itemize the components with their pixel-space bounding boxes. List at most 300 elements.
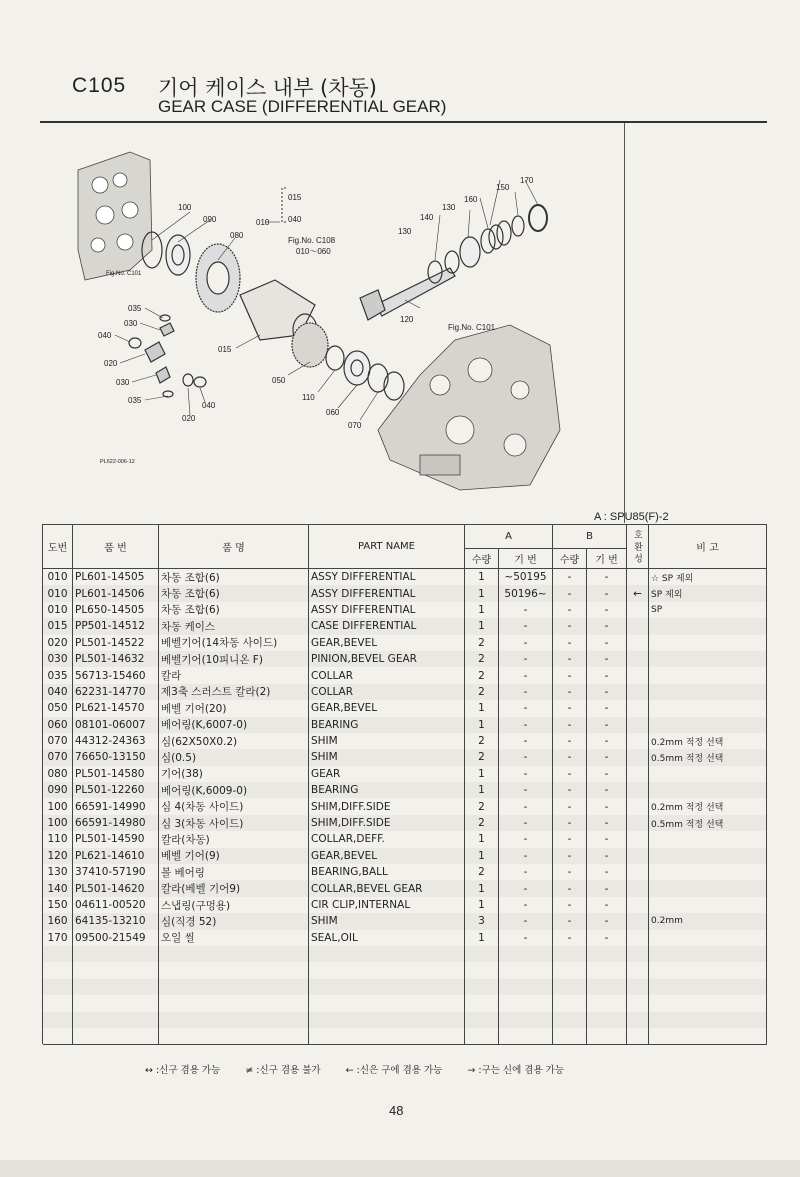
cell-bq: - <box>553 667 587 683</box>
cell-serial: ~50195 <box>499 569 553 586</box>
shim-070a-drawing <box>368 364 388 392</box>
cell-qty: 1 <box>465 848 499 864</box>
cell-en: PINION,BEVEL GEAR <box>309 651 465 667</box>
page-number: 48 <box>389 1103 404 1118</box>
table-row <box>43 880 767 896</box>
cell-en: GEAR,BEVEL <box>309 635 465 651</box>
table-row <box>43 749 767 765</box>
table-row <box>43 684 767 700</box>
cell-bs: - <box>587 782 627 798</box>
cell-en: SHIM <box>309 749 465 765</box>
cell-serial: - <box>499 897 553 913</box>
cell-en: GEAR,BEVEL <box>309 700 465 716</box>
cell-ko: 심(62X50X0.2) <box>159 733 309 749</box>
cell-ref: 010 <box>43 602 73 618</box>
cell-part: 66591-14980 <box>73 815 159 831</box>
cell-part: PL501-12260 <box>73 782 159 798</box>
cell-ko: 베벨 기어(20) <box>159 700 309 716</box>
cell-ref: 010 <box>43 585 73 601</box>
cell-serial: - <box>499 667 553 683</box>
cell-qty: 2 <box>465 815 499 831</box>
cell-ko: 베어링(K,6009-0) <box>159 782 309 798</box>
cell-ref: 030 <box>43 651 73 667</box>
cell-ref: 040 <box>43 684 73 700</box>
cell-ko: 제3축 스러스트 칼라(2) <box>159 684 309 700</box>
cell-ref: 100 <box>43 815 73 831</box>
cell-compat <box>627 700 649 716</box>
cell-remarks <box>649 700 767 716</box>
cell-qty: 2 <box>465 749 499 765</box>
cell-serial: - <box>499 848 553 864</box>
col-header-group-b: B <box>553 525 627 549</box>
cell-part: 37410-57190 <box>73 864 159 880</box>
col-header-name-en: PART NAME <box>309 525 465 569</box>
cell-compat <box>627 733 649 749</box>
exploded-parts-diagram <box>60 130 620 510</box>
cell-part: PL501-14620 <box>73 880 159 896</box>
table-row <box>43 585 767 601</box>
cell-serial: - <box>499 700 553 716</box>
cell-bq: - <box>553 880 587 896</box>
cell-ref: 020 <box>43 635 73 651</box>
cell-compat <box>627 667 649 683</box>
page-title-korean: 기어 케이스 내부 (차동) <box>158 76 377 100</box>
collar-035-drawing <box>160 315 170 321</box>
cell-qty: 1 <box>465 782 499 798</box>
cell-bq: - <box>553 635 587 651</box>
cell-bs: - <box>587 831 627 847</box>
cell-serial: - <box>499 815 553 831</box>
pinion-120-drawing <box>375 268 455 316</box>
cell-part: PL621-14570 <box>73 700 159 716</box>
cell-en: BEARING <box>309 782 465 798</box>
cell-bs: - <box>587 602 627 618</box>
cell-bs: - <box>587 585 627 601</box>
cell-en: SHIM,DIFF.SIDE <box>309 815 465 831</box>
cell-compat <box>627 749 649 765</box>
cell-bs: - <box>587 651 627 667</box>
label-020-left: 020 <box>104 359 118 368</box>
cell-serial: - <box>499 831 553 847</box>
cell-ko: 볼 베어링 <box>159 864 309 880</box>
collar-140-drawing <box>445 251 459 273</box>
cell-part: 64135-13210 <box>73 913 159 929</box>
cell-qty: 3 <box>465 913 499 929</box>
cell-compat <box>627 766 649 782</box>
cell-serial: - <box>499 635 553 651</box>
label-fig-c101-left: Fig.No. C101 <box>106 271 142 277</box>
cell-qty: 1 <box>465 602 499 618</box>
table-row <box>43 766 767 782</box>
cell-remarks <box>649 848 767 864</box>
cell-compat <box>627 651 649 667</box>
table-row-empty <box>43 1028 767 1044</box>
cell-bs: - <box>587 897 627 913</box>
label-040-bottom: 040 <box>202 401 216 410</box>
cell-en: SHIM,DIFF.SIDE <box>309 798 465 814</box>
cell-part: 62231-14770 <box>73 684 159 700</box>
cell-qty: 2 <box>465 651 499 667</box>
cell-part: 08101-06007 <box>73 717 159 733</box>
cell-en: CIR CLIP,INTERNAL <box>309 897 465 913</box>
cell-ref: 035 <box>43 667 73 683</box>
cell-bs: - <box>587 684 627 700</box>
collar-110-drawing <box>326 346 344 370</box>
cell-bs: - <box>587 635 627 651</box>
col-header-b-qty: 수량 <box>553 549 587 569</box>
cell-remarks <box>649 766 767 782</box>
legend-item-old-to-new: → :구는 신에 겸용 가능 <box>467 1065 564 1076</box>
label-060: 060 <box>326 408 340 417</box>
table-row <box>43 897 767 913</box>
label-100: 100 <box>178 203 192 212</box>
cell-ko: 칼라 <box>159 667 309 683</box>
cell-part: PL501-14590 <box>73 831 159 847</box>
cell-ko: 베벨 기어(9) <box>159 848 309 864</box>
cell-compat <box>627 635 649 651</box>
table-bottom-rule <box>43 1044 767 1045</box>
cell-ref: 060 <box>43 717 73 733</box>
cell-ref: 015 <box>43 618 73 634</box>
label-050: 050 <box>272 376 286 385</box>
cell-en: COLLAR,DEFF. <box>309 831 465 847</box>
cell-bs: - <box>587 815 627 831</box>
col-header-a-qty: 수량 <box>465 549 499 569</box>
cell-ko: 칼라(베벨 기어9) <box>159 880 309 896</box>
legend-item-both: ↔ :신구 겸용 가능 <box>145 1065 221 1076</box>
cell-ref: 100 <box>43 798 73 814</box>
cell-bq: - <box>553 930 587 946</box>
cell-bq: - <box>553 913 587 929</box>
table-row <box>43 733 767 749</box>
label-130b: 130 <box>398 227 412 236</box>
cell-bs: - <box>587 569 627 586</box>
cell-ref: 070 <box>43 733 73 749</box>
label-070: 070 <box>348 421 362 430</box>
cell-qty: 1 <box>465 700 499 716</box>
cell-ref: 010 <box>43 569 73 586</box>
cell-remarks <box>649 635 767 651</box>
cell-remarks: 0.2mm 적정 선택 <box>649 733 767 749</box>
cell-bs: - <box>587 733 627 749</box>
cell-ko: 기어(38) <box>159 766 309 782</box>
label-fig-c108: Fig.No. C108 <box>288 236 336 245</box>
table-row <box>43 569 767 586</box>
cell-en: SEAL,OIL <box>309 930 465 946</box>
label-040-left: 040 <box>98 331 112 340</box>
table-row-empty <box>43 946 767 962</box>
cell-serial: - <box>499 798 553 814</box>
col-header-a-serial: 기 번 <box>499 549 553 569</box>
table-row <box>43 864 767 880</box>
cell-ko: 심 4(차동 사이드) <box>159 798 309 814</box>
cell-bs: - <box>587 667 627 683</box>
cell-serial: - <box>499 651 553 667</box>
cell-ko: 베벨기어(14차동 사이드) <box>159 635 309 651</box>
cell-bq: - <box>553 733 587 749</box>
cell-part: PL601-14505 <box>73 569 159 586</box>
cell-qty: 1 <box>465 717 499 733</box>
diagram-ref-code: PL622-006-12 <box>100 459 135 465</box>
cell-ref: 170 <box>43 930 73 946</box>
label-140: 140 <box>420 213 434 222</box>
cell-qty: 2 <box>465 684 499 700</box>
cell-qty: 2 <box>465 667 499 683</box>
bevel-gear-050-drawing <box>292 323 328 367</box>
cell-bq: - <box>553 651 587 667</box>
cell-remarks <box>649 717 767 733</box>
cell-bq: - <box>553 717 587 733</box>
diagram-divider <box>624 123 625 523</box>
cell-compat <box>627 897 649 913</box>
label-020-bottom: 020 <box>182 414 196 423</box>
table-row <box>43 651 767 667</box>
col-header-name-ko: 품 명 <box>159 525 309 569</box>
cell-serial: - <box>499 913 553 929</box>
cell-bs: - <box>587 798 627 814</box>
col-header-compat: 호 환 성 <box>627 525 649 569</box>
model-note: A : SPU85(F)-2 <box>594 511 669 523</box>
table-row <box>43 618 767 634</box>
cell-bq: - <box>553 864 587 880</box>
cell-bq: - <box>553 569 587 586</box>
table-row <box>43 913 767 929</box>
cell-part: 76650-13150 <box>73 749 159 765</box>
cell-bq: - <box>553 782 587 798</box>
cell-compat: ← <box>627 585 649 601</box>
bearing-130b-drawing <box>460 237 480 267</box>
cell-compat <box>627 913 649 929</box>
compat-legend <box>145 1062 586 1076</box>
label-040-ref: 040 <box>288 215 302 224</box>
cell-compat <box>627 864 649 880</box>
cell-serial: 50196~ <box>499 585 553 601</box>
shim-070b-drawing <box>384 372 404 400</box>
cell-en: SHIM <box>309 913 465 929</box>
cell-en: GEAR <box>309 766 465 782</box>
bearing-060-drawing <box>344 351 370 385</box>
cell-qty: 1 <box>465 897 499 913</box>
label-090: 090 <box>203 215 217 224</box>
table-row <box>43 667 767 683</box>
cell-bq: - <box>553 766 587 782</box>
cell-ref: 150 <box>43 897 73 913</box>
cell-ko: 차동 조합(6) <box>159 569 309 586</box>
cell-compat <box>627 569 649 586</box>
cell-remarks <box>649 782 767 798</box>
cell-serial: - <box>499 733 553 749</box>
cell-part: PL501-14580 <box>73 766 159 782</box>
cell-remarks <box>649 651 767 667</box>
cell-serial: - <box>499 930 553 946</box>
cell-part: PL650-14505 <box>73 602 159 618</box>
cell-ko: 스냅링(구멍용) <box>159 897 309 913</box>
cell-bs: - <box>587 913 627 929</box>
cell-en: SHIM <box>309 733 465 749</box>
label-030-top: 030 <box>124 319 138 328</box>
cell-remarks: 0.2mm 적정 선택 <box>649 798 767 814</box>
cell-compat <box>627 930 649 946</box>
cell-compat <box>627 618 649 634</box>
cell-remarks <box>649 864 767 880</box>
cell-bq: - <box>553 749 587 765</box>
cell-bs: - <box>587 864 627 880</box>
cell-part: 09500-21549 <box>73 930 159 946</box>
table-row <box>43 798 767 814</box>
col-header-ref: 도번 <box>43 525 73 569</box>
table-row <box>43 717 767 733</box>
cell-ko: 베벨기어(10피니온 F) <box>159 651 309 667</box>
cell-compat <box>627 798 649 814</box>
cell-remarks: 0.2mm <box>649 913 767 929</box>
cell-bs: - <box>587 749 627 765</box>
cell-qty: 1 <box>465 766 499 782</box>
cell-part: 66591-14990 <box>73 798 159 814</box>
parts-table <box>42 524 767 1045</box>
cell-qty: 1 <box>465 930 499 946</box>
cell-en: BEARING <box>309 717 465 733</box>
table-row-empty <box>43 979 767 995</box>
cell-remarks <box>649 831 767 847</box>
cell-ref: 160 <box>43 913 73 929</box>
table-row-empty <box>43 995 767 1011</box>
cell-ko: 차동 케이스 <box>159 618 309 634</box>
cell-ref: 140 <box>43 880 73 896</box>
left-housing-drawing <box>78 152 152 280</box>
label-010-060: 010～060 <box>296 247 331 256</box>
label-130a: 130 <box>442 203 456 212</box>
right-housing-drawing <box>378 325 560 490</box>
cell-serial: - <box>499 749 553 765</box>
col-header-group-a: A <box>465 525 553 549</box>
cell-qty: 1 <box>465 585 499 601</box>
cell-bs: - <box>587 848 627 864</box>
cell-compat <box>627 848 649 864</box>
col-header-part-no: 품 번 <box>73 525 159 569</box>
cell-serial: - <box>499 766 553 782</box>
table-row-empty <box>43 1012 767 1028</box>
cell-serial: - <box>499 684 553 700</box>
cell-remarks: 0.5mm 적정 선택 <box>649 749 767 765</box>
table-row <box>43 635 767 651</box>
cell-serial: - <box>499 880 553 896</box>
cell-compat <box>627 602 649 618</box>
cell-part: 04611-00520 <box>73 897 159 913</box>
cell-remarks <box>649 684 767 700</box>
cell-bs: - <box>587 880 627 896</box>
cell-bs: - <box>587 717 627 733</box>
cell-ko: 베어링(K,6007-0) <box>159 717 309 733</box>
label-030-bottom: 030 <box>116 378 130 387</box>
cell-ref: 070 <box>43 749 73 765</box>
cell-bs: - <box>587 766 627 782</box>
cell-en: GEAR,BEVEL <box>309 848 465 864</box>
cell-ref: 080 <box>43 766 73 782</box>
label-120: 120 <box>400 315 414 324</box>
label-150: 150 <box>496 183 510 192</box>
cell-ref: 110 <box>43 831 73 847</box>
cell-en: ASSY DIFFERENTIAL <box>309 602 465 618</box>
cell-remarks <box>649 880 767 896</box>
label-035-top: 035 <box>128 304 142 313</box>
cell-qty: 2 <box>465 733 499 749</box>
cell-en: BEARING,BALL <box>309 864 465 880</box>
label-170: 170 <box>520 176 534 185</box>
label-015: 015 <box>218 345 232 354</box>
cell-compat <box>627 684 649 700</box>
cell-ref: 120 <box>43 848 73 864</box>
cell-ko: 차동 조합(6) <box>159 602 309 618</box>
cell-remarks: 0.5mm 적정 선택 <box>649 815 767 831</box>
cell-ko: 칼라(차동) <box>159 831 309 847</box>
cell-remarks <box>649 930 767 946</box>
label-035-bottom: 035 <box>128 396 142 405</box>
cell-compat <box>627 717 649 733</box>
cell-remarks <box>649 897 767 913</box>
cell-serial: - <box>499 864 553 880</box>
legend-item-new-to-old: ← :신은 구에 겸용 가능 <box>345 1065 443 1076</box>
cell-part: PL501-14632 <box>73 651 159 667</box>
col-header-remarks: 비 고 <box>649 525 767 569</box>
cell-qty: 1 <box>465 831 499 847</box>
cell-en: CASE DIFFERENTIAL <box>309 618 465 634</box>
cell-remarks <box>649 667 767 683</box>
table-row <box>43 700 767 716</box>
cell-part: 56713-15460 <box>73 667 159 683</box>
table-row-empty <box>43 962 767 978</box>
page-title-english: GEAR CASE (DIFFERENTIAL GEAR) <box>158 97 447 116</box>
cell-ko: 심(직경 52) <box>159 913 309 929</box>
cell-part: PP501-14512 <box>73 618 159 634</box>
cell-qty: 2 <box>465 798 499 814</box>
label-080: 080 <box>230 231 244 240</box>
cell-bq: - <box>553 897 587 913</box>
col-header-b-serial: 기 번 <box>587 549 627 569</box>
table-row <box>43 602 767 618</box>
cell-remarks: ☆ SP 제외 <box>649 569 767 586</box>
cell-compat <box>627 782 649 798</box>
table-row <box>43 930 767 946</box>
label-010: 010 <box>256 218 270 227</box>
cell-ko: 심(0.5) <box>159 749 309 765</box>
cell-serial: - <box>499 717 553 733</box>
circlip-150-drawing <box>512 216 524 236</box>
cell-ref: 050 <box>43 700 73 716</box>
cell-bq: - <box>553 585 587 601</box>
cell-qty: 2 <box>465 635 499 651</box>
cell-compat <box>627 880 649 896</box>
section-code: C105 <box>72 74 127 97</box>
label-110: 110 <box>302 393 315 402</box>
cell-bs: - <box>587 618 627 634</box>
label-015-ref: 015 <box>288 193 302 202</box>
cell-en: ASSY DIFFERENTIAL <box>309 585 465 601</box>
cell-bq: - <box>553 684 587 700</box>
cell-remarks: SP 제외 <box>649 585 767 601</box>
oil-seal-170-drawing <box>529 205 547 231</box>
cell-bq: - <box>553 798 587 814</box>
table-row <box>43 848 767 864</box>
cell-bq: - <box>553 700 587 716</box>
cell-qty: 1 <box>465 618 499 634</box>
cell-serial: - <box>499 618 553 634</box>
cell-part: PL601-14506 <box>73 585 159 601</box>
cell-compat <box>627 831 649 847</box>
cell-remarks <box>649 618 767 634</box>
label-160: 160 <box>464 195 478 204</box>
cell-remarks: SP <box>649 602 767 618</box>
cell-bs: - <box>587 930 627 946</box>
